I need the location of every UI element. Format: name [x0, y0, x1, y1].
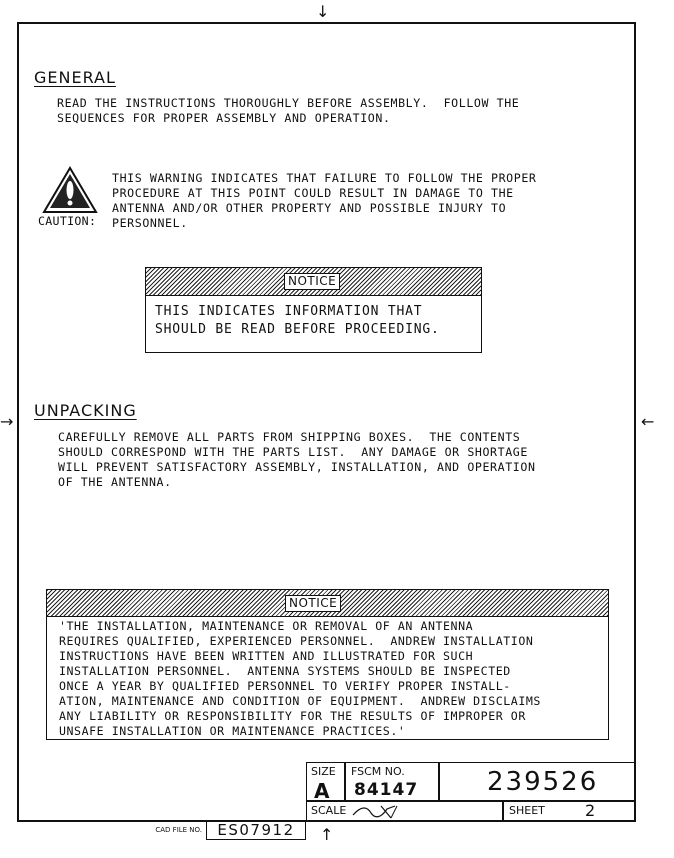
scale-cell	[306, 800, 504, 822]
sheet-label: SHEET	[509, 804, 545, 817]
bottom-center-arrow: ↑	[320, 825, 334, 844]
size-label: SIZE	[311, 765, 336, 778]
general-heading: GENERAL	[34, 68, 116, 87]
scale-none-icon	[351, 804, 405, 820]
size-cell	[306, 762, 346, 802]
caution-label: CAUTION:	[38, 214, 97, 228]
notice-text-2: 'THE INSTALLATION, MAINTENANCE OR REMOVAL OF AN ANTENNA REQUIRES QUALIFIED, EXPERIENCED PERSONNEL. ANDREW INSTALLATION INSTRUCTIONS HAVE BEEN WRITTEN AND ILLUSTRATED FOR SUCH INSTALLATION PERSONNEL. ANTENNA SYSTEMS SHOULD BE INSPECTED ONCE A YEAR BY QUALIFIED PERSONNEL TO VERIFY PROPER INSTALL- ATION, MAINTENANCE AND CONDITION OF EQUIPMENT. ANDREW DISCLAIMS ANY LIABILITY OR RESPONSIBILITY FOR THE RESULTS OF IMPROPER OR UNSAFE INSTALLATION OR MAINTENANCE PRACTICES.'	[59, 619, 541, 738]
left-center-arrow: →	[0, 412, 14, 431]
top-center-arrow: ↓	[316, 2, 330, 21]
notice-box-2	[46, 589, 609, 740]
notice-text-1: THIS INDICATES INFORMATION THAT SHOULD BE READ BEFORE PROCEEDING.	[155, 304, 440, 337]
title-block	[306, 762, 636, 822]
scale-label: SCALE	[311, 804, 347, 817]
drawing-number: 239526	[487, 767, 599, 797]
size-value: A	[314, 779, 330, 803]
fscm-value: 84147	[354, 780, 419, 800]
right-center-arrow: ←	[641, 412, 655, 431]
unpacking-text: CAREFULLY REMOVE ALL PARTS FROM SHIPPING BOXES. THE CONTENTS SHOULD CORRESPOND WITH THE PARTS LIST. ANY DAMAGE OR SHORTAGE WILL PREVENT SATISFACTORY ASSEMBLY, INSTALLATION, AND OPERATION OF THE ANTENNA.	[58, 430, 536, 489]
fscm-label: FSCM NO.	[351, 765, 405, 778]
cad-file-label: CAD FILE NO.	[155, 826, 202, 834]
caution-text: THIS WARNING INDICATES THAT FAILURE TO FOLLOW THE PROPER PROCEDURE AT THIS POINT COULD RESULT IN DAMAGE TO THE ANTENNA AND/OR OTHER PROPERTY AND POSSIBLE INJURY TO PERSONNEL.	[112, 171, 537, 230]
drawing-number-cell	[438, 762, 636, 802]
notice-label-1: NOTICE	[284, 273, 340, 290]
cad-file-value: ES07912	[206, 821, 306, 840]
general-text: READ THE INSTRUCTIONS THOROUGHLY BEFORE ASSEMBLY. FOLLOW THE SEQUENCES FOR PROPER ASSEMBLY AND OPERATION.	[57, 96, 520, 125]
sheet-cell	[502, 800, 636, 822]
sheet-value: 2	[585, 801, 596, 820]
fscm-cell	[344, 762, 440, 802]
notice-box-1	[145, 267, 482, 353]
notice-label-2: NOTICE	[285, 595, 341, 612]
caution-icon	[42, 166, 98, 214]
unpacking-heading: UNPACKING	[34, 401, 137, 420]
